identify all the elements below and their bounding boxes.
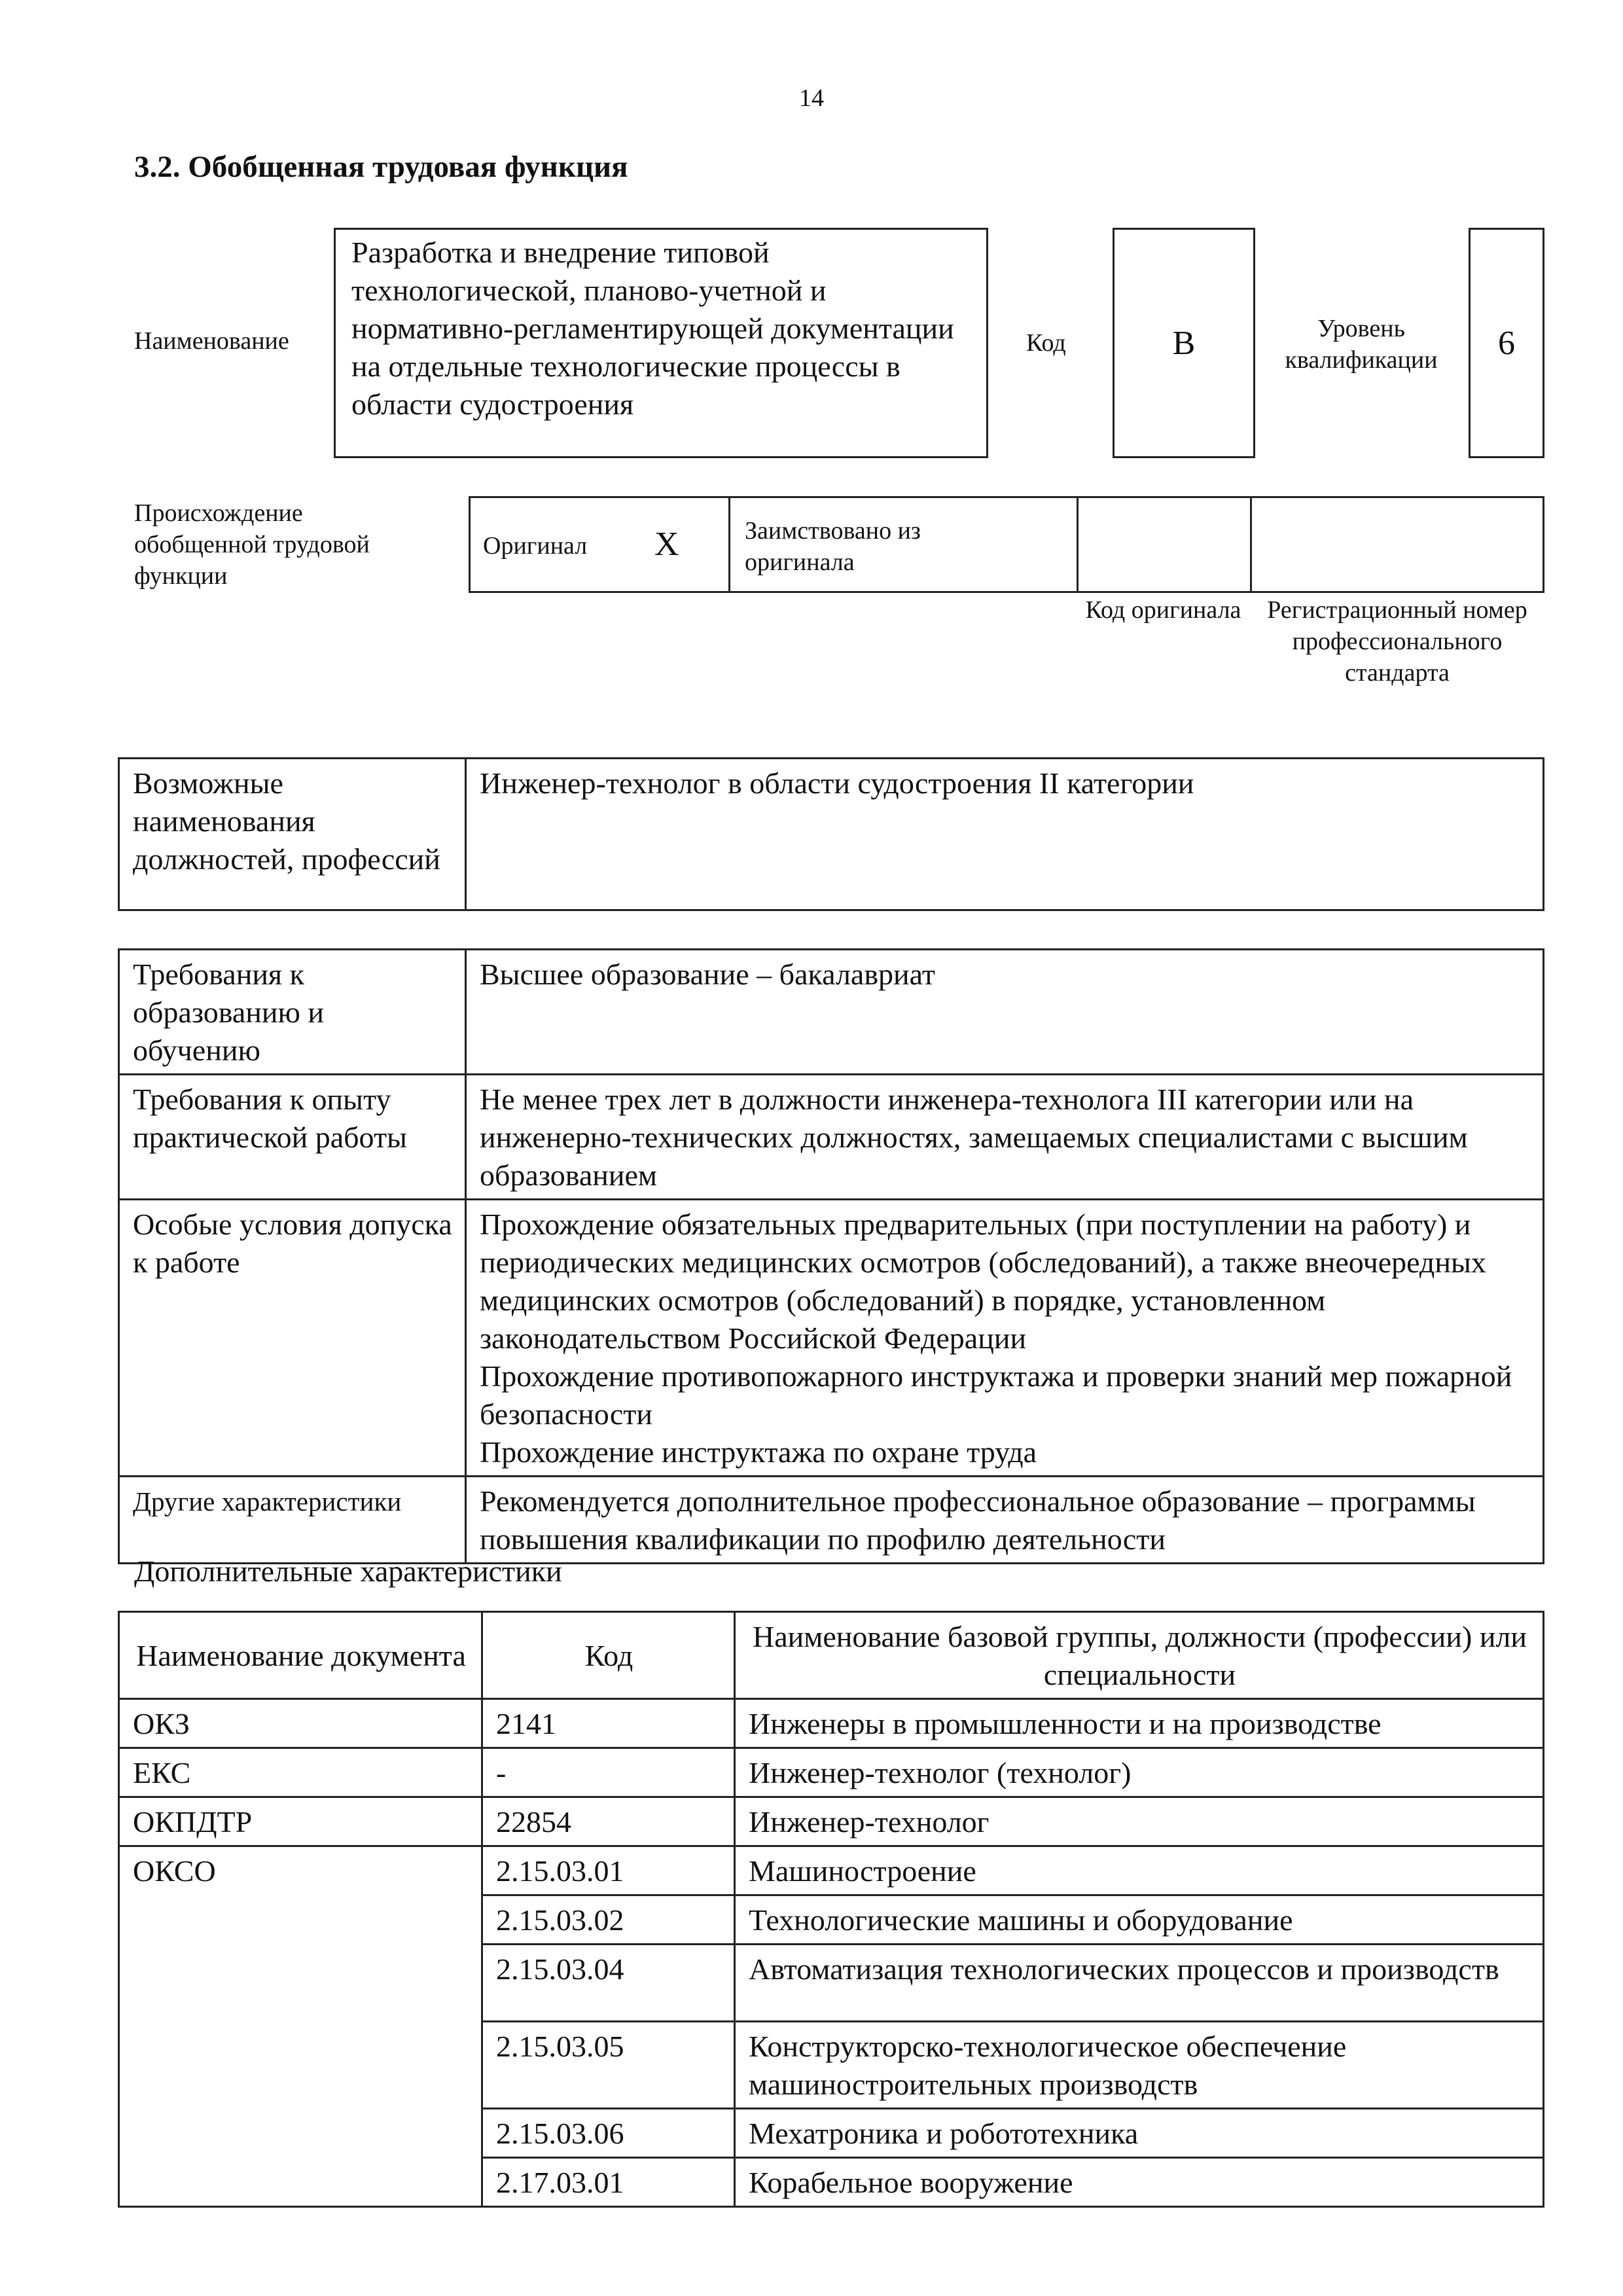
table-row	[119, 1200, 1544, 1477]
doc-cell: ОКЗ	[119, 1699, 482, 1748]
table-row	[119, 1699, 1544, 1748]
name-cell: Автоматизация технологических процессов и производств	[735, 1945, 1544, 2022]
code-cell: 22854	[482, 1797, 735, 1846]
doc-cell: ОКПДТР	[119, 1797, 482, 1846]
table-row	[119, 1748, 1544, 1797]
page-number: 14	[799, 84, 824, 112]
req-label: Другие характеристики	[119, 1477, 466, 1564]
req-label: Особые условия допуска к работе	[119, 1200, 466, 1477]
level-value-box	[1469, 228, 1544, 458]
borrowed-label: Заимствовано из оригинала	[745, 517, 921, 576]
positions-value: Инженер-технолог в области судостроения II категории	[466, 759, 1544, 910]
origin-divider-3	[1250, 496, 1252, 593]
table-row	[119, 1797, 1544, 1846]
original-label: Оригинал	[483, 532, 588, 560]
req-label: Требования к образованию и обучению	[119, 950, 466, 1075]
code-cell: 2.15.03.02	[482, 1895, 735, 1945]
level-label: Уровень квалификации	[1285, 315, 1438, 374]
original-mark: X	[654, 526, 679, 563]
name-cell: Инженер-технолог (технолог)	[735, 1748, 1544, 1797]
origin-divider-2	[1077, 496, 1079, 593]
name-cell: Инженер-технолог	[735, 1797, 1544, 1846]
name-value: Разработка и внедрение типовой технологической, планово-учетной и нормативно-регламентирующей документации на отдельные технологические процессы в области судостроения	[351, 236, 954, 421]
code-value-box	[1113, 228, 1255, 458]
code-cell: 2141	[482, 1699, 735, 1748]
table-header-row	[119, 1612, 1544, 1699]
origin-divider-1	[728, 496, 730, 593]
section-title: 3.2. Обобщенная трудовая функция	[134, 150, 628, 184]
level-value: 6	[1498, 324, 1515, 362]
code-cell: 2.15.03.05	[482, 2022, 735, 2109]
origin-label: Происхождение обобщенной трудовой функции	[134, 499, 370, 590]
name-cell: Мехатроника и робототехника	[735, 2109, 1544, 2158]
additional-title: Дополнительные характеристики	[134, 1554, 562, 1588]
name-value-box	[334, 228, 988, 458]
column-header: Наименование документа	[119, 1612, 482, 1699]
req-value: Не менее трех лет в должности инженера-технолога III категории или на инженерно-технических должностях, замещаемых специалистами с высшим образованием	[466, 1075, 1544, 1200]
table-row	[119, 1075, 1544, 1200]
code-value: B	[1172, 324, 1196, 362]
code-cell: -	[482, 1748, 735, 1797]
table-row	[119, 1846, 1544, 1895]
req-label: Требования к опыту практической работы	[119, 1075, 466, 1200]
code-cell: 2.15.03.04	[482, 1945, 735, 2022]
table-row	[119, 759, 1544, 910]
code-cell: 2.17.03.01	[482, 2158, 735, 2207]
requirements-table	[118, 948, 1544, 1564]
name-cell: Корабельное вооружение	[735, 2158, 1544, 2207]
req-value: Рекомендуется дополнительное профессиональное образование – программы повышения квалификации по профилю деятельности	[466, 1477, 1544, 1564]
origin-row	[469, 496, 1544, 593]
name-cell: Конструкторско-технологическое обеспечение машиностроительных производств	[735, 2022, 1544, 2109]
req-value: Прохождение инструктажа по охране труда	[480, 1435, 1037, 1469]
code-cell: 2.15.03.01	[482, 1846, 735, 1895]
positions-table	[118, 757, 1544, 911]
reg-number-caption: Регистрационный номер профессионального стандарта	[1267, 596, 1527, 687]
name-cell: Машиностроение	[735, 1846, 1544, 1895]
code-label: Код	[1026, 329, 1066, 357]
req-value: Высшее образование – бакалавриат	[466, 950, 1544, 1075]
column-header: Код	[482, 1612, 735, 1699]
doc-cell: ОКСО	[119, 1846, 482, 2207]
code-cell: 2.15.03.06	[482, 2109, 735, 2158]
code-original-caption: Код оригинала	[1085, 596, 1241, 624]
positions-label: Возможные наименования должностей, профессий	[119, 759, 466, 910]
req-value: Прохождение противопожарного инструктажа и проверки знаний мер пожарной безопасности	[480, 1359, 1512, 1431]
name-label: Наименование	[134, 327, 289, 355]
table-row	[119, 1477, 1544, 1564]
req-value-cell	[466, 1200, 1544, 1477]
doc-cell: ЕКС	[119, 1748, 482, 1797]
table-row	[119, 950, 1544, 1075]
column-header: Наименование базовой группы, должности (профессии) или специальности	[735, 1612, 1544, 1699]
additional-table	[118, 1611, 1544, 2208]
name-cell: Технологические машины и оборудование	[735, 1895, 1544, 1945]
name-cell: Инженеры в промышленности и на производстве	[735, 1699, 1544, 1748]
req-value: Прохождение обязательных предварительных (при поступлении на работу) и периодических медицинских осмотров (обследований), а также внеочередных медицинских осмотров (обследований) в порядке, установленном законодательством Российской Федерации	[480, 1208, 1486, 1355]
